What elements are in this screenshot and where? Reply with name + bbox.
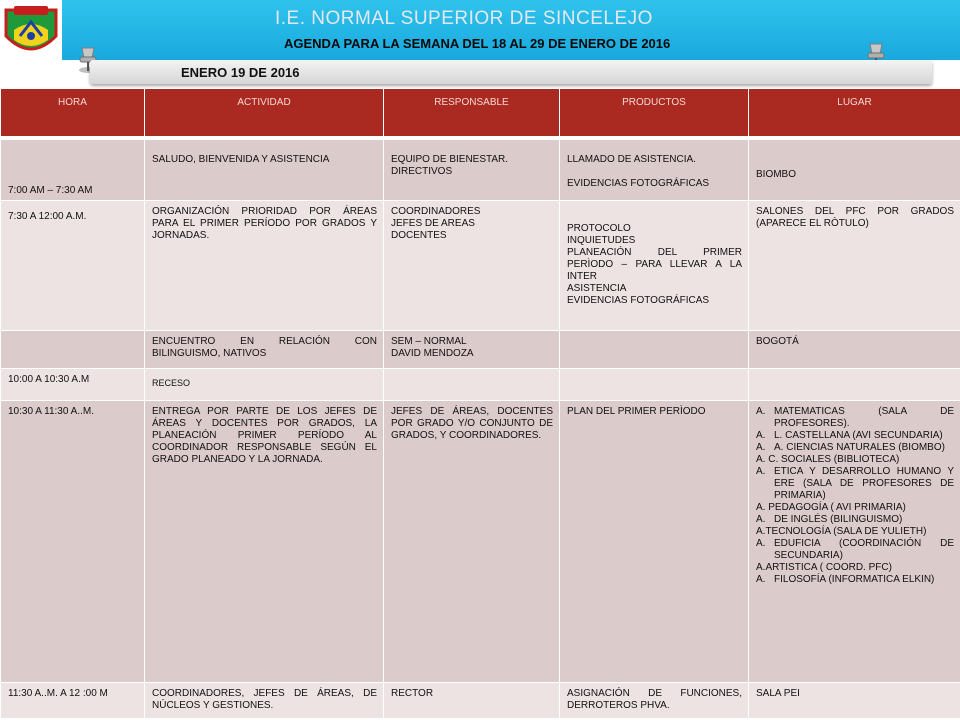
- cell-productos: PLAN DEL PRIMER PERÌODO: [560, 401, 749, 683]
- cell-hora: 11:30 A..M. A 12 :00 M: [1, 683, 145, 719]
- responsable-line: DAVID MENDOZA: [391, 348, 474, 359]
- cell-lugar: BOGOTÁ: [749, 331, 960, 369]
- producto-line: [567, 166, 742, 178]
- cell-productos: [560, 140, 749, 201]
- column-header-actividad: ACTIVIDAD: [145, 89, 384, 137]
- responsable-line: COORDINADORES: [391, 206, 481, 217]
- list-marker: A.: [756, 466, 766, 477]
- cell-hora: 7:30 A 12:00 A.M.: [1, 201, 145, 331]
- cell-actividad: ENTREGA POR PARTE DE LOS JEFES DE ÁREAS Y DOCENTES POR GRADOS, LA PLANEACIÓN PRIMER PERÍODO AL COORDINADOR RESPONSABLE SEGÚN EL GRADO PLANEADO Y LA JORNADA.: [145, 401, 384, 683]
- agenda-date: ENERO 19 DE 2016: [181, 65, 300, 80]
- responsable-line: DOCENTES: [391, 230, 447, 241]
- list-item: [756, 562, 954, 574]
- cell-hora: 7:00 AM – 7:30 AM: [1, 140, 145, 201]
- producto-line: EVIDENCIAS FOTOGRÁFICAS: [567, 295, 710, 306]
- cell-actividad: SALUDO, BIENVENIDA Y ASISTENCIA: [145, 140, 384, 201]
- list-text: A. C. SOCIALES (BIBLIOTECA): [756, 454, 900, 465]
- list-item: [756, 442, 954, 454]
- agenda-title: AGENDA PARA LA SEMANA DEL 18 AL 29 DE ENERO DE 2016: [284, 36, 671, 51]
- list-item: [756, 526, 954, 538]
- table-row: [1, 201, 960, 331]
- cell-lugar: [749, 401, 960, 683]
- list-item: [756, 514, 954, 526]
- school-title: I.E. NORMAL SUPERIOR DE SINCELEJO: [275, 8, 653, 29]
- list-text: ETICA Y DESARROLLO HUMANO Y ERE (SALA DE PROFESORES DE PRIMARIA): [774, 466, 954, 501]
- producto-line: LLAMADO DE ASISTENCIA.: [567, 154, 696, 165]
- table-header-row: [1, 89, 960, 137]
- column-header-hora: HORA: [1, 89, 145, 137]
- column-header-lugar: LUGAR: [749, 89, 960, 137]
- cell-responsable: [384, 331, 560, 369]
- cell-productos: ASIGNACIÓN DE FUNCIONES, DERROTEROS PHVA.: [560, 683, 749, 719]
- list-text: L. CASTELLANA (AVI SECUNDARIA): [774, 430, 943, 441]
- producto-line: INQUIETUDES: [567, 235, 636, 246]
- table-row: [1, 401, 960, 683]
- list-text: A.TECNOLOGÍA (SALA DE YULIETH): [756, 526, 927, 537]
- list-text: EDUFICIA (COORDINACIÓN DE SECUNDARIA): [774, 538, 954, 561]
- cell-actividad: ORGANIZACIÓN PRIORIDAD POR ÁREAS PARA EL PRIMER PERÍODO POR GRADOS Y JORNADAS.: [145, 201, 384, 331]
- list-item: [756, 502, 954, 514]
- table-row: [1, 683, 960, 719]
- list-marker: A.: [756, 442, 766, 453]
- list-text: A.ARTISTICA ( COORD. PFC): [756, 562, 892, 573]
- school-crest-logo: [0, 0, 62, 62]
- responsable-line: SEM – NORMAL: [391, 336, 467, 347]
- list-marker: A.: [756, 538, 766, 549]
- list-marker: A.: [756, 514, 766, 525]
- cell-responsable: [384, 140, 560, 201]
- table-row: [1, 331, 960, 369]
- list-marker: A.: [756, 430, 766, 441]
- producto-line: EVIDENCIAS FOTOGRÁFICAS: [567, 178, 710, 189]
- cell-productos: [560, 369, 749, 401]
- cell-hora: 10:30 A 11:30 A..M.: [1, 401, 145, 683]
- cell-hora: [1, 331, 145, 369]
- responsable-line: DIRECTIVOS: [391, 166, 453, 177]
- table-row: [1, 140, 960, 201]
- cell-actividad: RECESO: [145, 369, 384, 401]
- list-text: MATEMATICAS (SALA DE PROFESORES).: [774, 406, 954, 429]
- cell-responsable: RECTOR: [384, 683, 560, 719]
- list-item: [756, 466, 954, 502]
- responsable-line: JEFES DE AREAS: [391, 218, 475, 229]
- producto-line: ASISTENCIA: [567, 283, 627, 294]
- lugar-list: [756, 406, 954, 586]
- producto-line: PLANEACIÓN DEL PRIMER PERÌODO – PARA LLEVAR A LA INTER: [567, 247, 742, 282]
- column-header-productos: PRODUCTOS: [560, 89, 749, 137]
- cell-lugar: BIOMBO: [749, 140, 960, 201]
- list-item: [756, 406, 954, 430]
- list-text: A. PEDAGOGÍA ( AVI PRIMARIA): [756, 502, 906, 513]
- header-area: [0, 0, 960, 62]
- cell-actividad: COORDINADORES, JEFES DE ÁREAS, DE NÚCLEOS Y GESTIONES.: [145, 683, 384, 719]
- list-text: A. CIENCIAS NATURALES (BIOMBO): [774, 442, 945, 453]
- cell-lugar: SALA PEI: [749, 683, 960, 719]
- producto-line: PROTOCOLO: [567, 223, 631, 234]
- list-item: [756, 454, 954, 466]
- list-marker: A.: [756, 574, 766, 585]
- cell-responsable: [384, 369, 560, 401]
- list-marker: A.: [756, 406, 766, 417]
- cell-hora: 10:00 A 10:30 A.M: [1, 369, 145, 401]
- table-row: [1, 369, 960, 401]
- cell-productos: [560, 201, 749, 331]
- cell-productos: [560, 331, 749, 369]
- cell-lugar: SALONES DEL PFC POR GRADOS (APARECE EL RÒTULO): [749, 201, 960, 331]
- cell-actividad: ENCUENTRO EN RELACIÓN CON BILINGUISMO, NATIVOS: [145, 331, 384, 369]
- list-text: FILOSOFÍA (INFORMATICA ELKIN): [774, 574, 935, 585]
- list-item: [756, 574, 954, 586]
- cell-lugar: [749, 369, 960, 401]
- cell-responsable: JEFES DE ÁREAS, DOCENTES POR GRADO Y/O CONJUNTO DE GRADOS, Y COORDINADORES.: [384, 401, 560, 683]
- list-text: DE INGLÉS (BILINGUISMO): [774, 514, 903, 525]
- responsable-line: EQUIPO DE BIENESTAR.: [391, 154, 509, 165]
- agenda-table: [0, 88, 960, 719]
- cell-responsable: [384, 201, 560, 331]
- list-item: [756, 430, 954, 442]
- column-header-responsable: RESPONSABLE: [384, 89, 560, 137]
- list-item: [756, 538, 954, 562]
